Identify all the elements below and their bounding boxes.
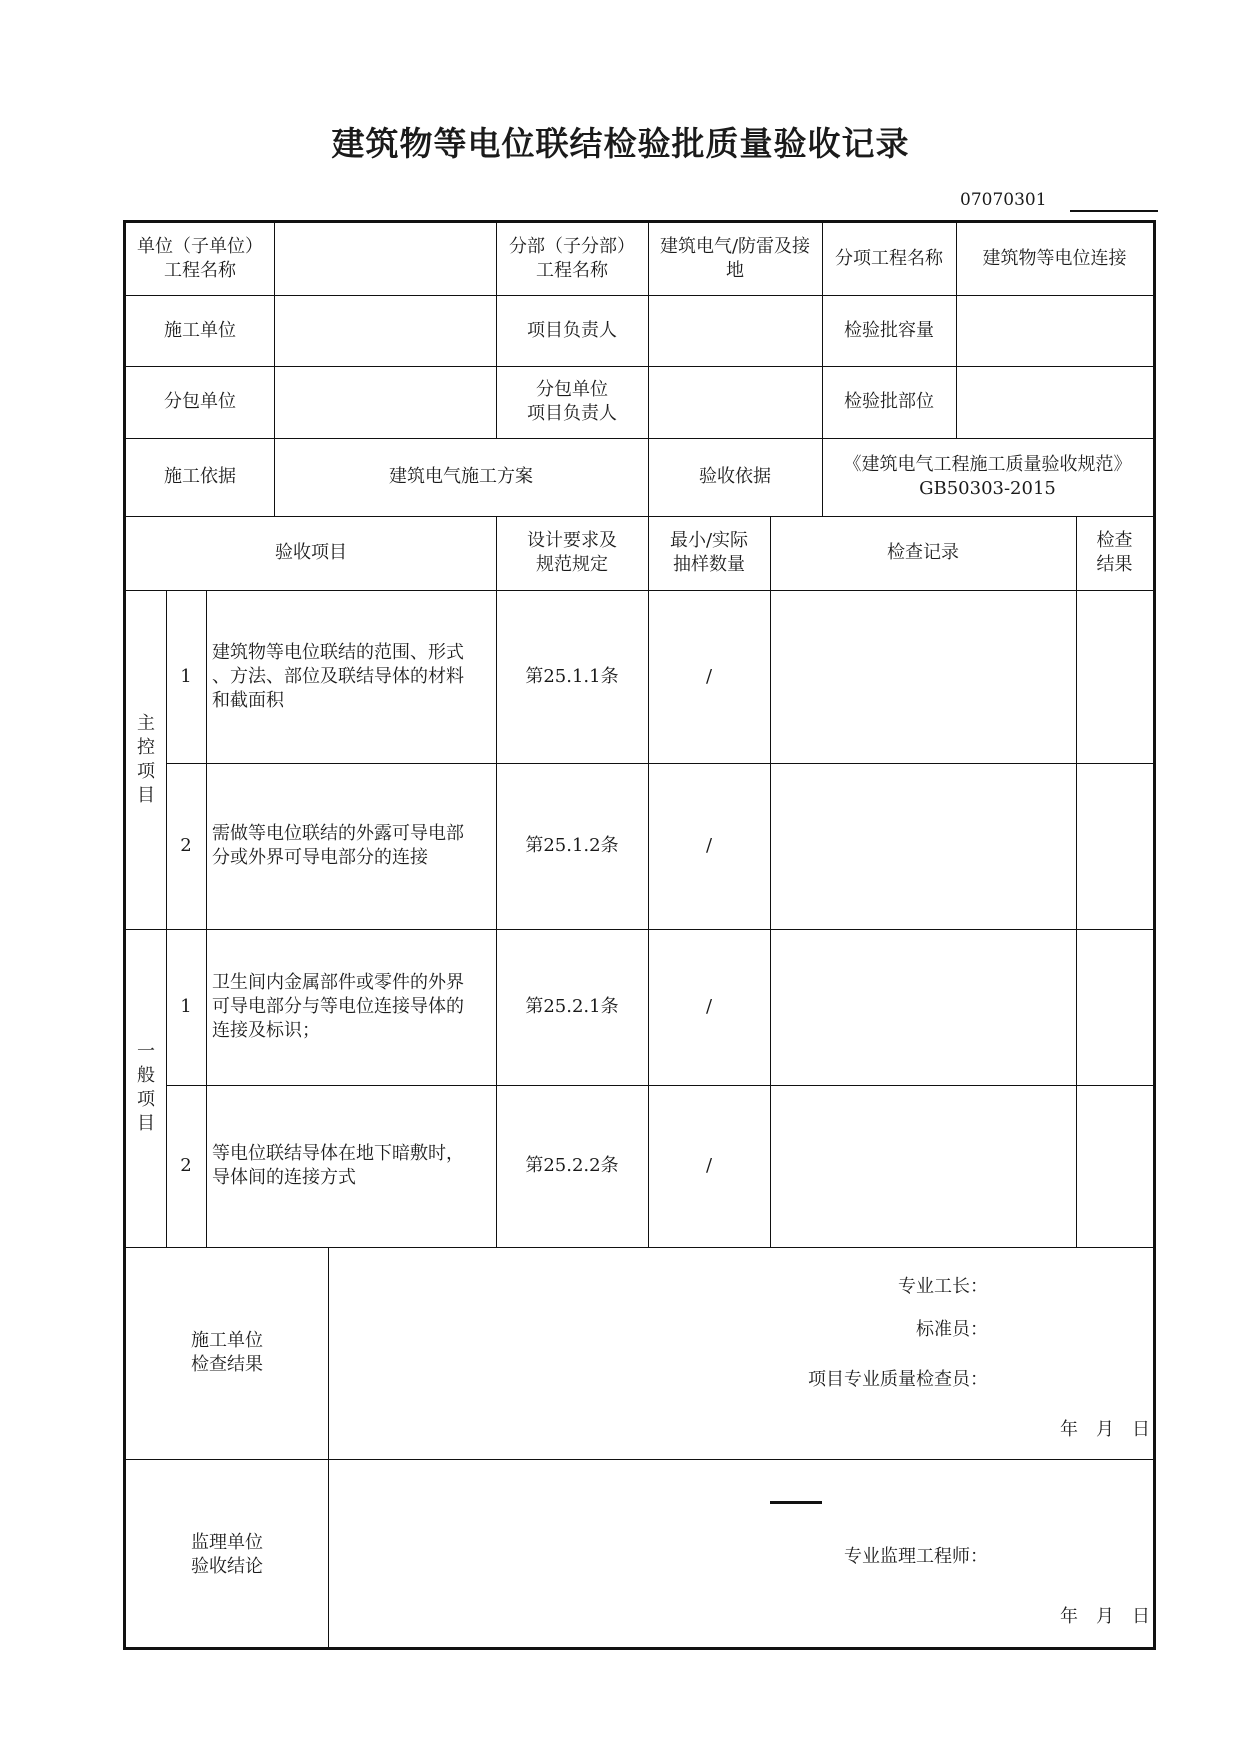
item-name-value: 建筑物等电位连接 <box>982 248 1127 269</box>
col-divider <box>770 516 771 1247</box>
basis-value: 建筑电气施工方案 <box>389 466 533 487</box>
form-code: 07070301 <box>960 190 1047 210</box>
subcontractor-label: 分包单位 <box>164 391 236 412</box>
contractor-value <box>274 295 496 366</box>
page-title: 建筑物等电位联结检验批质量验收记录 <box>331 124 910 163</box>
requirement-clause: 第25.1.2条 <box>525 835 619 856</box>
item-number: 1 <box>180 996 192 1017</box>
supervisor-engineer-signature-label: 专业监理工程师： <box>844 1546 988 1567</box>
inspection-item-text: 等电位联结导体在地下暗敷时， 导体间的连接方式 <box>212 1143 464 1188</box>
inspection-item-text: 需做等电位联结的外露可导电部 分或外界可导电部分的连接 <box>212 823 464 868</box>
batch-capacity-value <box>956 295 1153 366</box>
unit-name-label: 单位（子单位） 工程名称 <box>137 236 263 281</box>
form-code-underline <box>1070 210 1158 212</box>
supervisor-check-label: 监理单位 验收结论 <box>191 1531 263 1577</box>
requirement-clause: 第25.2.2条 <box>525 1155 619 1176</box>
col-divider <box>1076 516 1077 1247</box>
sample-count: / <box>705 835 713 856</box>
sub-manager-label: 分包单位 项目负责人 <box>527 379 617 424</box>
col-header-result: 检查 结果 <box>1096 530 1133 575</box>
batch-capacity-label: 检验批容量 <box>844 319 934 341</box>
project-manager-value <box>648 295 822 366</box>
sub-part-label: 分部（子分部） 工程名称 <box>509 236 635 281</box>
item-number: 2 <box>180 835 192 856</box>
inspection-form-table <box>123 220 1156 1650</box>
inspection-item-text: 建筑物等电位联结的范围、形式 、方法、部位及联结导体的材料 和截面积 <box>212 641 464 711</box>
contractor-check-label: 施工单位 检查结果 <box>191 1330 263 1375</box>
unit-name-value <box>274 223 496 295</box>
acceptance-basis-label: 验收依据 <box>699 466 771 487</box>
requirement-clause: 第25.1.1条 <box>525 665 619 687</box>
sample-count: / <box>705 996 713 1017</box>
signature-mark <box>770 1501 822 1504</box>
col-header-record: 检查记录 <box>887 542 959 563</box>
sample-count: / <box>705 665 713 687</box>
project-manager-label: 项目负责人 <box>527 319 617 341</box>
basis-label: 施工依据 <box>164 466 236 487</box>
col-header-sample: 最小/实际 抽样数量 <box>669 530 749 575</box>
acceptance-basis-value: 《建筑电气工程施工质量验收规范》 GB50303-2015 <box>843 454 1132 499</box>
item-name-label: 分项工程名称 <box>835 248 943 269</box>
supervisor-date: 年 月 日 <box>1060 1606 1150 1627</box>
item-number: 2 <box>180 1155 192 1176</box>
item-number: 1 <box>180 665 192 687</box>
batch-location-label: 检验批部位 <box>844 391 934 412</box>
col-header-requirement: 设计要求及 规范规定 <box>527 530 617 575</box>
main-control-group-label: 主 控 项 目 <box>137 712 155 806</box>
col-header-item: 验收项目 <box>275 542 347 563</box>
contractor-label: 施工单位 <box>164 319 236 341</box>
sample-count: / <box>705 1155 713 1176</box>
requirement-clause: 第25.2.1条 <box>525 996 619 1017</box>
batch-location-value <box>956 366 1153 438</box>
general-group-label: 一 般 项 目 <box>137 1041 155 1134</box>
sub-manager-value <box>648 366 822 438</box>
contractor-date: 年 月 日 <box>1060 1419 1150 1440</box>
subcontractor-value <box>274 366 496 438</box>
foreman-signature-label: 专业工长： <box>898 1276 988 1297</box>
quality-inspector-signature-label: 项目专业质量检查员： <box>808 1369 988 1390</box>
standard-officer-signature-label: 标准员： <box>916 1319 988 1340</box>
inspection-item-text: 卫生间内金属部件或零件的外界 可导电部分与等电位连接导体的 连接及标识； <box>212 972 464 1041</box>
sub-part-value: 建筑电气/防雷及接 地 <box>659 236 811 281</box>
